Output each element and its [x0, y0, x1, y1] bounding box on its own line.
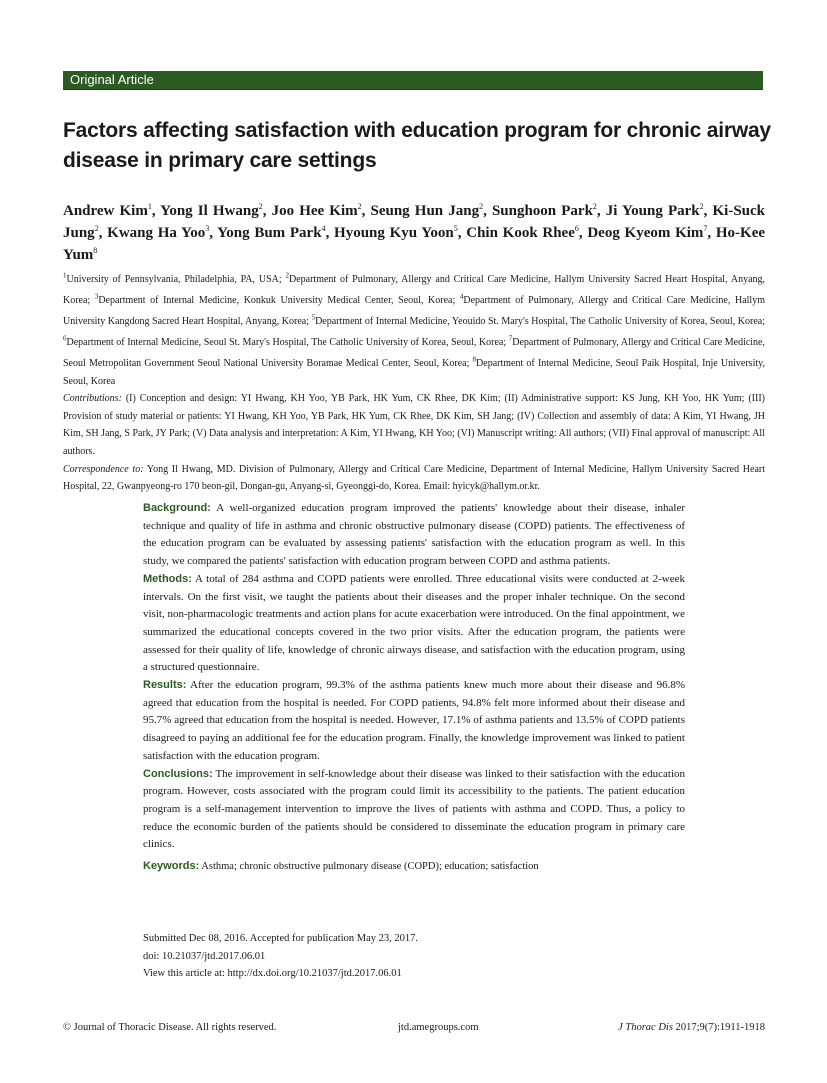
author-affiliation-number: 3: [205, 224, 210, 233]
section-text: A well-organized education program improved the patients' knowledge about their disease, inhaler technique and quality of life in asthma and chronic obstructive pulmonary disease (COPD) patients. The effectiveness of the education program can be evaluated by assessing patients' satisfaction with the education program as well. In this study, we compared the patients' satisfaction with education program between COPD and asthma patients.: [143, 502, 685, 568]
affiliation: Department of Internal Medicine, Seoul Paik Hospital, Inje University, Seoul, Korea: [63, 358, 765, 387]
author-affiliation-number: 4: [321, 224, 326, 233]
journal-site[interactable]: jtd.amegroups.com: [398, 1022, 479, 1033]
author-list: Andrew Kim$^1$, Yong Il Hwang$^2$, Joo Hee Kim$^2$, Seung Hun Jang$^2$, Sunghoon Park$^2$, Ji Young Park$^2$, Ki-Suck Jung$^2$, Kwang Ha Yoo$^3$, Yong Bum Park$^4$, Hyoung Kyu Yoon$^5$, Chin Kook Rhee$^6$, Deog Kyeom Kim$^7$, Ho-Kee Yum$^8$: [63, 202, 766, 263]
author: Chin Kook Rhee: [466, 225, 575, 241]
correspondence-text: Yong Il Hwang, MD. Division of Pulmonary, Allergy and Critical Care Medicine, Department of Internal Medicine, Hallym University Sacred Heart Hospital, 22, Gwanpyeong-ro 170 beon-gil, Dongan-gu, Anyang-si, Gyeonggi-do, Korea. Email: hyicyk@hallym.or.kr.: [63, 463, 765, 493]
affiliation-number: 2: [285, 272, 289, 280]
volume-pages: 2017;9(7):1911-1918: [672, 1022, 765, 1033]
section-label: Results:: [143, 679, 187, 692]
section-text: A total of 284 asthma and COPD patients were enrolled. Three educational visits were conducted at 2-week intervals. On the first visit, we taught the patients about their diseases and the proper inhaler technique. On the second visit, non-pharmacologic treatments and action plans for acute exacerbation were introduced. On the final appointment, we summarized the educational concepts covered in the two prior visits. After the education program, the patients were assessed for their quality of life, knowledge of chronic airways disease, and satisfaction with the education program, using a structured questionnaire.: [143, 572, 685, 674]
submission-info: [143, 930, 418, 983]
author: Ji Young Park: [605, 203, 700, 219]
section-label: Conclusions:: [143, 767, 213, 780]
author-affiliation-number: 7: [703, 224, 708, 233]
article-title: Factors affecting satisfaction with education program for chronic airway disease in primary care settings: [63, 119, 771, 172]
doi: doi: 10.21037/jtd.2017.06.01: [143, 950, 266, 962]
section-text: The improvement in self-knowledge about their disease was linked to their satisfaction with the education program. However, costs associated with the program could limit its accessibility to the patients. The patient education program is a self-management intervention to improve the lives of patients with asthma and COPD. Thus, a policy to reduce the economic burden of the patients should be considered to disseminate the education program in primary care clinics.: [143, 767, 685, 851]
correspondence-label: Correspondence to:: [63, 463, 144, 475]
article-link[interactable]: View this article at: http://dx.doi.org/10.21037/jtd.2017.06.01: [143, 968, 402, 979]
author: Kwang Ha Yoo: [107, 225, 206, 241]
affiliation-number: 3: [94, 292, 99, 301]
keywords-text: Asthma; chronic obstructive pulmonary disease (COPD); education; satisfaction: [199, 861, 539, 873]
affiliation-number: 7: [508, 334, 513, 343]
copyright: © Journal of Thoracic Disease. All rights reserved.: [63, 1022, 277, 1033]
author: Deog Kyeom Kim: [587, 225, 704, 241]
author-affiliation-number: 2: [699, 202, 704, 211]
author-affiliation-number: 2: [479, 202, 484, 211]
author: Ki-Suck Jung: [63, 203, 765, 241]
author-affiliation-number: 2: [94, 224, 99, 233]
submission-dates: Submitted Dec 08, 2016. Accepted for publication May 23, 2017.: [143, 933, 418, 944]
affiliations-block: [63, 268, 765, 496]
author-affiliation-number: 2: [258, 202, 263, 211]
journal-name: J Thorac Dis: [618, 1022, 673, 1033]
author-affiliation-number: 1: [147, 202, 152, 211]
affiliation: Department of Internal Medicine, Yeouido St. Mary's Hospital, The Catholic University of Korea, Seoul, Korea;: [315, 316, 765, 328]
author: Andrew Kim: [63, 203, 148, 219]
author: Yong Bum Park: [217, 225, 322, 241]
abstract: [143, 500, 685, 876]
abstract-methods: [143, 571, 685, 677]
author-affiliation-number: 8: [93, 246, 98, 255]
affiliation: Department of Pulmonary, Allergy and Critical Care Medicine, Seoul Metropolitan Government Seoul National University Boramae Medical Center, Seoul, Korea;: [63, 337, 766, 370]
abstract-results: [143, 677, 685, 766]
affiliation-number: 8: [472, 355, 477, 364]
section-label: Background:: [143, 502, 211, 514]
affiliation: University of Pennsylvania, Philadelphia, PA, USA;: [66, 274, 286, 286]
contributions-text: (I) Conception and design: YI Hwang, KH Yoo, YB Park, HK Yum, CK Rhee, DK Kim; (II) Administrative support: KS Jung, KH Yoo, HK Yum; (III) Provision of study material or patients: YI Hwang, KH Yoo, YB Park, HK Yum, CK Rhee, DK Kim, SH Jang; (IV) Collection and assembly of data: A Kim, YI Hwang, JH Kim, SH Jang, S Park, JY Park; (V) Data analysis and interpretation: A Kim, YI Hwang, KH Yoo; (VI) Manuscript writing: All authors; (VII) Final approval of manuscript: All authors.: [63, 393, 765, 457]
abstract-conclusions: [143, 766, 685, 855]
section-text: After the education program, 99.3% of the asthma patients knew much more about their disease and 96.8% agreed that education from the hospital is needed. For COPD patients, 94.8% felt more informed about their disease and 95.7% agreed that education from the hospital is needed. However, 17.1% of asthma patients and 13.5% of COPD patients disagreed to paying an additional fee for the education program. Finally, the knowledge improvement was linked to patient satisfaction with the education program.: [143, 679, 685, 762]
contributions-label: Contributions:: [63, 393, 122, 405]
affiliation-number: 5: [311, 313, 316, 322]
citation: [618, 1022, 765, 1033]
affiliation: Department of Internal Medicine, Konkuk University Medical Center, Seoul, Korea;: [98, 295, 460, 307]
author-affiliation-number: 2: [357, 202, 362, 211]
author: Joo Hee Kim: [271, 203, 358, 219]
affiliation: Department of Internal Medicine, Seoul St. Mary's Hospital, The Catholic University of Korea, Seoul, Korea;: [66, 337, 509, 349]
affiliation-number: 1: [63, 272, 67, 280]
author: Hyoung Kyu Yoon: [334, 225, 454, 241]
author: Sunghoon Park: [491, 203, 593, 219]
author: Yong Il Hwang: [160, 203, 259, 219]
affiliation: Department of Pulmonary, Allergy and Critical Care Medicine, Hallym University Kangdong Sacred Heart Hospital, Anyang, Korea;: [63, 295, 765, 328]
author: Seung Hun Jang: [370, 203, 480, 219]
author-affiliation-number: 6: [574, 224, 579, 233]
keywords: [143, 858, 685, 876]
author: Ho-Kee Yum: [63, 225, 766, 263]
author-affiliation-number: 5: [453, 224, 458, 233]
section-label: Methods:: [143, 572, 192, 585]
author-affiliation-number: 2: [592, 202, 597, 211]
affiliations: [63, 274, 765, 386]
affiliation-number: 4: [459, 292, 464, 301]
article-type-label: Original Article: [70, 72, 154, 87]
affiliation-number: 6: [63, 334, 67, 343]
abstract-background: [143, 500, 685, 571]
affiliation: Department of Pulmonary, Allergy and Critical Care Medicine, Hallym University Sacred Heart Hospital, Anyang, Korea;: [63, 274, 766, 307]
keywords-label: Keywords:: [143, 860, 200, 873]
article-type-banner: [63, 71, 763, 90]
